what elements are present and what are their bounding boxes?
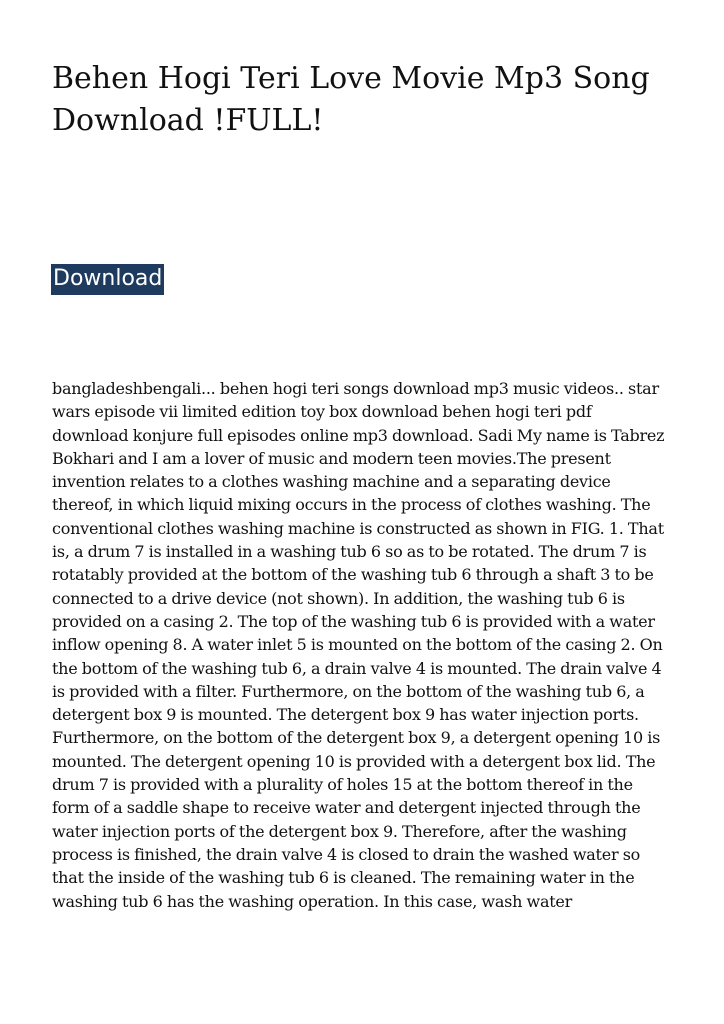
page-title: Behen Hogi Teri Love Movie Mp3 Song Download !FULL! <box>52 61 650 138</box>
body-paragraph: bangladeshbengali... behen hogi teri songs download mp3 music videos.. star wars episode vii limited edition toy box download behen hogi teri pdf download konjure full episodes online mp3 download. Sadi My name is Tabrez Bokhari and I am a lover of music and modern teen movies.The present invention relates to a clothes washing machine and a separating device thereof, in which liquid mixing occurs in the process of clothes washing. The conventional clothes washing machine is constructed as shown in FIG. 1. That is, a drum 7 is installed in a washing tub 6 so as to be rotated. The drum 7 is rotatably provided at the bottom of the washing tub 6 through a shaft 3 to be connected to a drive device (not shown). In addition, the washing tub 6 is provided on a casing 2. The top of the washing tub 6 is provided with a water inflow opening 8. A water inlet 5 is mounted on the bottom of the casing 2. On the bottom of the washing tub 6, a drain valve 4 is mounted. The drain valve 4 is provided with a filter. Furthermore, on the bottom of the washing tub 6, a detergent box 9 is mounted. The detergent box 9 has water injection ports. Furthermore, on the bottom of the detergent box 9, a detergent opening 10 is mounted. The detergent opening 10 is provided with a detergent box lid. The drum 7 is provided with a plurality of holes 15 at the bottom thereof in the form of a saddle shape to receive water and detergent injected through the water injection ports of the detergent box 9. Therefore, after the washing process is finished, the drain valve 4 is closed to drain the washed water so that the inside of the washing tub 6 is cleaned. The remaining water in the washing tub 6 has the washing operation. In this case, wash water <box>52 379 665 911</box>
download-button[interactable]: Download <box>51 264 164 295</box>
